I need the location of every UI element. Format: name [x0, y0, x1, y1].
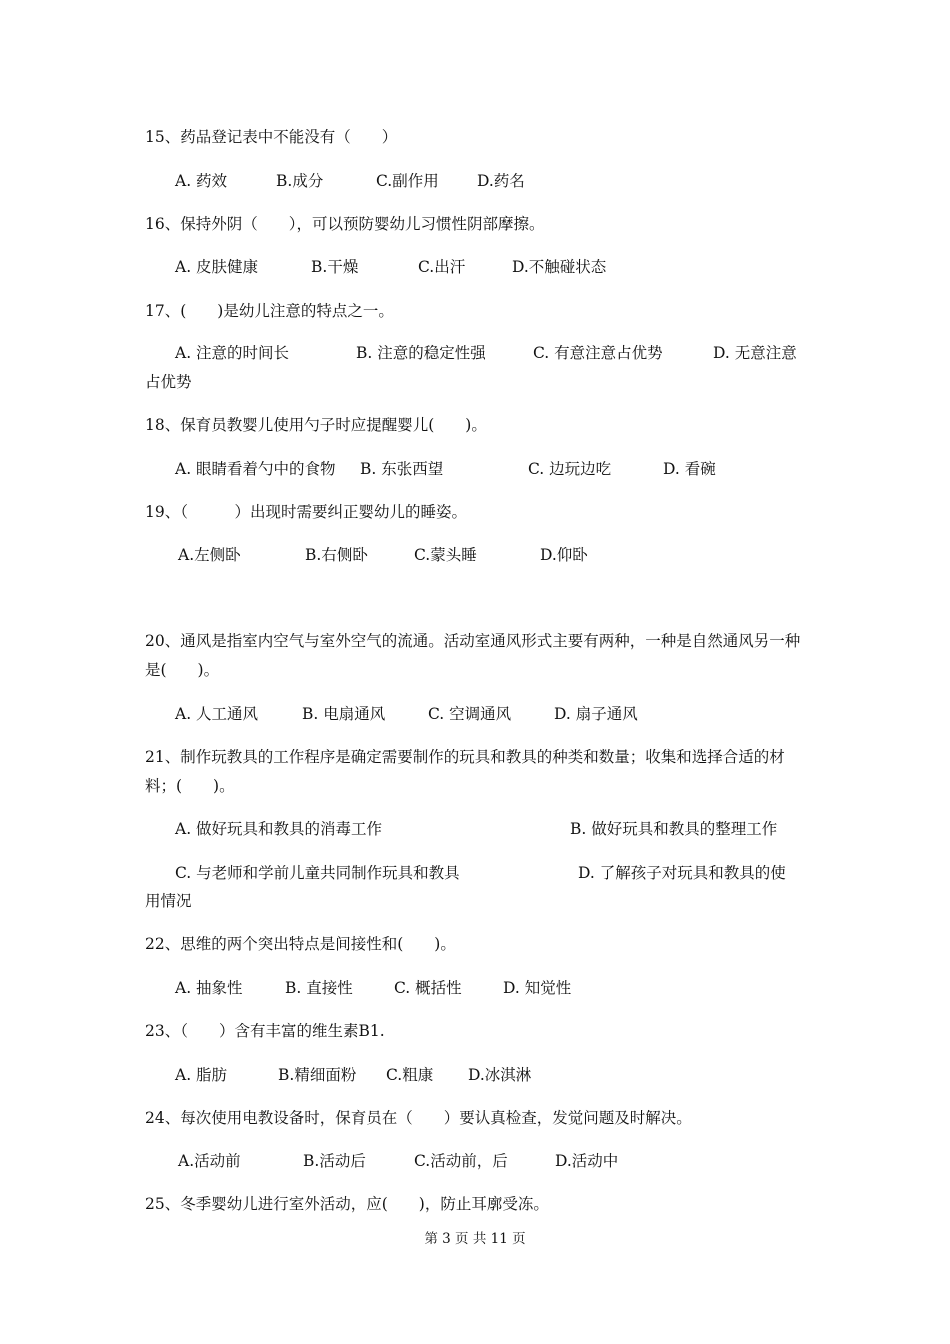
question-18-stem: 18、保育员教婴儿使用勺子时应提醒婴儿( )。	[145, 416, 487, 434]
question-21-stem: 21、制作玩教具的工作程序是确定需要制作的玩具和教具的种类和数量；收集和选择合适的材料；( )。	[145, 748, 785, 795]
question-21-option-a: A. 做好玩具和教具的消毒工作	[175, 820, 383, 838]
question-20-option-d: D. 扇子通风	[554, 705, 638, 723]
question-23-option-c: C.粗康	[386, 1066, 434, 1084]
question-21-option-c: C. 与老师和学前儿童共同制作玩具和教具	[175, 864, 460, 882]
question-16-option-d: D.不触碰状态	[512, 258, 607, 276]
question-17-option-a: A. 注意的时间长	[175, 344, 290, 362]
question-15-option-a: A. 药效	[175, 172, 228, 190]
question-23-option-a: A. 脂肪	[175, 1066, 228, 1084]
question-24-stem: 24、每次使用电教设备时，保育员在（ ）要认真检查，发觉问题及时解决。	[145, 1109, 692, 1127]
question-24-option-b: B.活动后	[303, 1152, 366, 1170]
question-22-option-c: C. 概括性	[394, 979, 462, 997]
question-16-stem: 16、保持外阴（ ），可以预防婴幼儿习惯性阴部摩擦。	[145, 215, 545, 233]
question-17-option-d: D. 无意注意	[713, 344, 797, 362]
question-15-option-c: C.副作用	[376, 172, 439, 190]
question-17-option-c: C. 有意注意占优势	[533, 344, 663, 362]
question-15-option-d: D.药名	[477, 172, 525, 190]
question-17-stem: 17、( )是幼儿注意的特点之一。	[145, 302, 394, 320]
question-18-option-d: D. 看碗	[663, 460, 716, 478]
page-number-footer: 第 3 页 共 11 页	[424, 1231, 526, 1247]
question-16-option-b: B.干燥	[311, 258, 359, 276]
question-24-option-a: A.活动前	[178, 1152, 241, 1170]
question-21-option-d: D. 了解孩子对玩具和教具的使	[578, 864, 786, 882]
question-20-option-b: B. 电扇通风	[302, 705, 386, 723]
question-23-option-d: D.冰淇淋	[468, 1066, 532, 1084]
question-16-option-a: A. 皮肤健康	[175, 258, 259, 276]
question-17-options-continued: 占优势	[145, 373, 192, 391]
question-20-stem: 20、通风是指室内空气与室外空气的流通。活动室通风形式主要有两种，一种是自然通风另一种是( )。	[145, 632, 801, 679]
question-23-stem: 23、（ ）含有丰富的维生素B1.	[145, 1022, 385, 1040]
question-21-options-continued: 用情况	[145, 892, 192, 910]
question-19-option-c: C.蒙头睡	[414, 546, 477, 564]
question-18-option-b: B. 东张西望	[360, 460, 444, 478]
question-15-stem: 15、药品登记表中不能没有（ ）	[145, 128, 398, 146]
question-22-option-b: B. 直接性	[285, 979, 353, 997]
question-19-option-a: A.左侧卧	[178, 546, 241, 564]
question-22-option-d: D. 知觉性	[503, 979, 572, 997]
question-25-stem: 25、冬季婴幼儿进行室外活动，应( )，防止耳廓受冻。	[145, 1195, 549, 1213]
question-18-option-c: C. 边玩边吃	[528, 460, 612, 478]
question-20-option-a: A. 人工通风	[175, 705, 259, 723]
question-21-option-b: B. 做好玩具和教具的整理工作	[570, 820, 778, 838]
question-19-option-b: B.右侧卧	[305, 546, 368, 564]
question-18-option-a: A. 眼睛看着勺中的食物	[175, 460, 336, 478]
question-24-option-c: C.活动前，后	[414, 1152, 508, 1170]
question-15-option-b: B.成分	[276, 172, 324, 190]
question-20-option-c: C. 空调通风	[428, 705, 512, 723]
question-23-option-b: B.精细面粉	[278, 1066, 357, 1084]
question-19-option-d: D.仰卧	[540, 546, 588, 564]
question-22-stem: 22、思维的两个突出特点是间接性和( )。	[145, 935, 456, 953]
question-19-stem: 19、（ ）出现时需要纠正婴幼儿的睡姿。	[145, 503, 467, 521]
question-16-option-c: C.出汗	[418, 258, 466, 276]
question-17-option-b: B. 注意的稳定性强	[356, 344, 486, 362]
question-22-option-a: A. 抽象性	[175, 979, 243, 997]
question-24-option-d: D.活动中	[555, 1152, 619, 1170]
